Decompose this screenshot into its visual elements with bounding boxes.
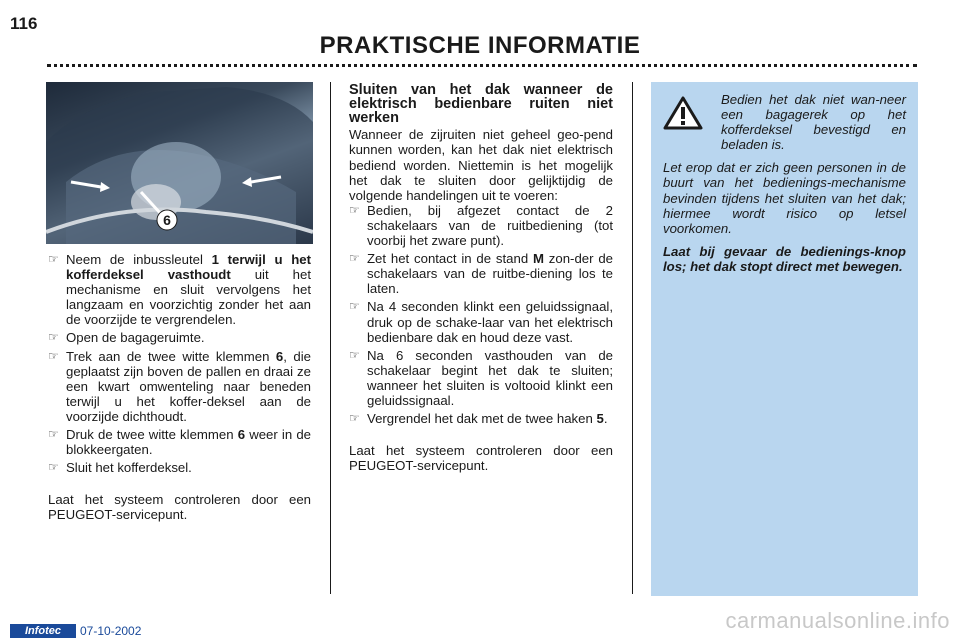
figure-label: 6: [163, 212, 171, 228]
list-item: ☞ Na 6 seconden vasthouden van de schakelaar begint het dak te sluiten; wanneer het sluiten is voltooid klinkt een geluidssignaal.: [349, 347, 613, 408]
page-number: 116: [10, 14, 38, 33]
list-item: ☞ Sluit het kofferdeksel.: [48, 460, 192, 476]
trunk-lid-photo: [46, 82, 313, 244]
page-title: PRAKTISCHE INFORMATIE: [319, 32, 641, 59]
middle-column: [349, 84, 613, 473]
warning-heading-text: Bedien het dak niet wan-neer een bagagerek op het kofferdeksel bevestigd en beladen is.: [721, 92, 906, 153]
closing-note: Laat het systeem controleren door een PEUGEOT-servicepunt.: [349, 443, 613, 474]
pointing-hand-icon: ☞: [48, 348, 59, 363]
dotted-rule: [47, 64, 917, 67]
trunk-lid-illustration: [46, 82, 313, 244]
footer-date: 07-10-2002: [80, 624, 142, 638]
watermark: carmanualsonline.info: [725, 608, 950, 633]
pointing-hand-icon: ☞: [349, 347, 360, 362]
list-item: ☞ Trek aan de twee witte klemmen 6, die geplaatst zijn boven de pallen en draai ze een kwart omwenteling naar beneden terwijl u het koffer-deksel aan de voorzijde dichthoudt.: [48, 348, 311, 424]
list-item: ☞ Neem de inbussleutel 1 terwijl u het kofferdeksel vasthoudt uit het mechanisme en sluit vervolgens het langzaam en voorzichtig zonder het aan de voorzijde te vergrendelen.: [48, 252, 311, 328]
left-column: [48, 252, 311, 523]
pointing-hand-icon: ☞: [349, 251, 360, 266]
pointing-hand-icon: ☞: [48, 330, 59, 345]
warning-box: [651, 82, 918, 596]
list-item: ☞ Open de bagageruimte.: [48, 330, 205, 346]
column-divider-left: [330, 82, 331, 594]
list-item: ☞ Vergrendel het dak met de twee haken 5.: [349, 411, 608, 427]
pointing-hand-icon: ☞: [349, 411, 360, 426]
list-item: ☞ Druk de twee witte klemmen 6 weer in de blokkeergaten.: [48, 427, 311, 458]
closing-note: Laat het systeem controleren door een PEUGEOT-servicepunt.: [48, 492, 311, 523]
pointing-hand-icon: ☞: [48, 427, 59, 442]
column-divider-right: [632, 82, 633, 594]
warning-triangle-icon: [663, 92, 721, 152]
pointing-hand-icon: ☞: [349, 202, 360, 217]
list-item: ☞ Na 4 seconden klinkt een geluidssignaal, druk op de schake-laar van het elektrisch bedienbare dak en houd deze vast.: [349, 299, 613, 345]
pointing-hand-icon: ☞: [48, 252, 59, 266]
pointing-hand-icon: ☞: [349, 299, 360, 314]
section-title: Sluiten van het dak wanneer de elektrisch bedienbare ruiten niet werken: [349, 82, 613, 126]
list-item: ☞ Zet het contact in de stand M zon-der de schakelaars van de ruitbe-diening los te laten.: [349, 251, 613, 297]
warning-paragraph: Let erop dat er zich geen personen in de buurt van het bedienings-mechanisme bevinden tijdens het sluiten van het dak; hiermee wordt risico op letsel voorkomen.: [663, 160, 906, 236]
intro-paragraph: Wanneer de zijruiten niet geheel geo-pend kunnen worden, kan het dak niet elektrisch bediend worden. Niettemin is het mogelijk het dak te sluiten door gelijktijdig de volgende handelingen uit te voeren:: [349, 127, 613, 203]
warning-paragraph-bold: Laat bij gevaar de bedienings-knop los; het dak stopt direct met bewegen.: [663, 243, 906, 274]
pointing-hand-icon: ☞: [48, 460, 59, 475]
list-item: ☞ Bedien, bij afgezet contact de 2 schakelaars van de ruitbediening (tot voorbij het zware punt).: [349, 202, 613, 249]
footer-brand: Infotec: [10, 624, 76, 638]
